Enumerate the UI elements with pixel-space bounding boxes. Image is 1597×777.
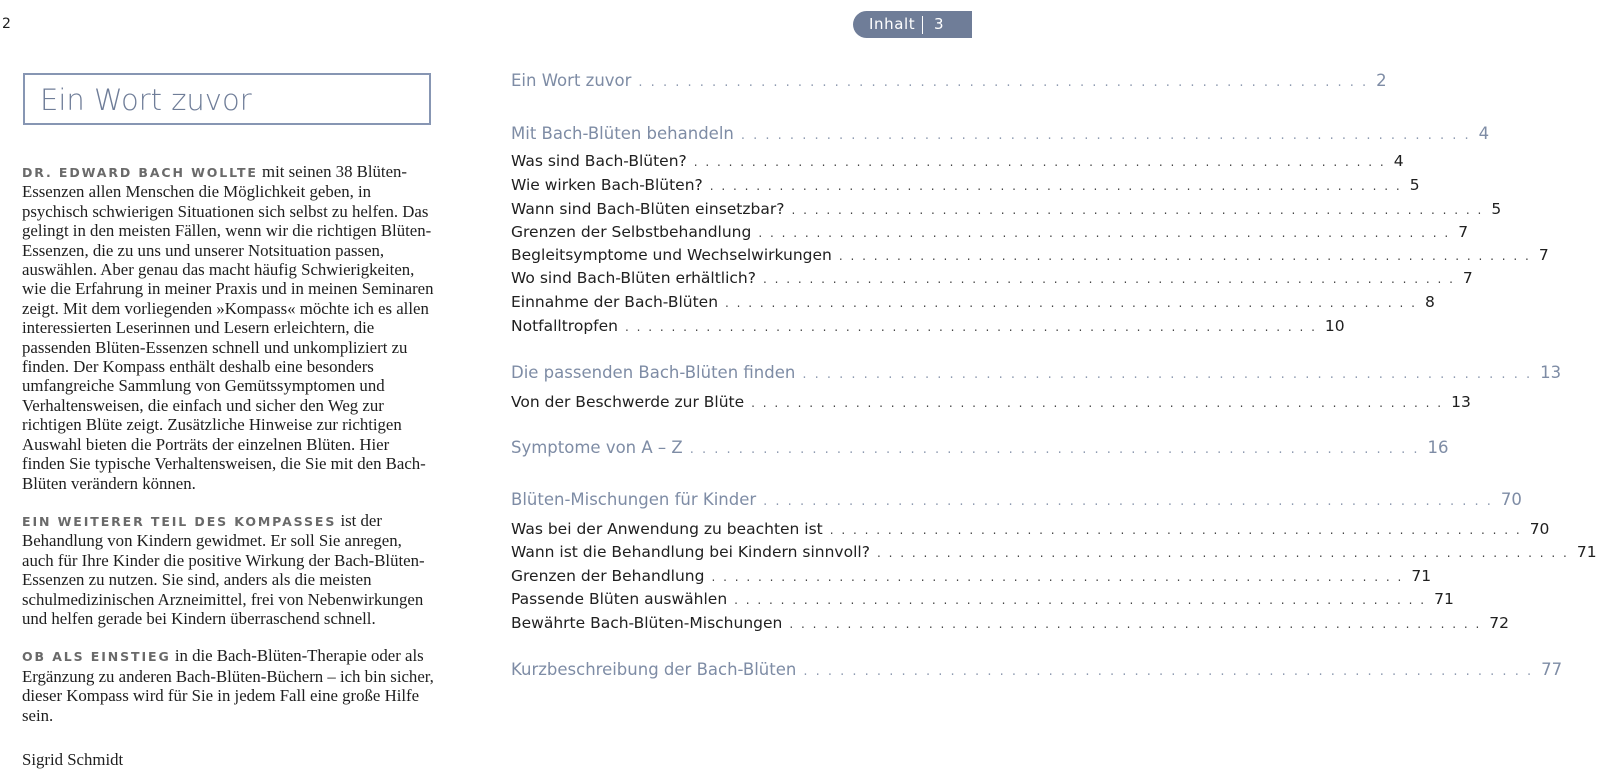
toc-leader-dots: . . . . . . . . . . . . . . . . . . . . . . . . . . . . . . . . . . . . . . . . . . . . . . . . . . . . . . . . . . . .	[803, 664, 1534, 679]
toc-label: Wo sind Bach-Blüten erhältlich?	[511, 269, 756, 287]
intro-paragraph	[22, 162, 434, 493]
toc-page-number: 13	[1451, 393, 1471, 411]
toc-label: Ein Wort zuvor	[511, 71, 632, 90]
paragraph-lead: DR. EDWARD BACH WOLLTE	[22, 165, 258, 180]
left-page-number: 2	[2, 16, 11, 32]
toc-entry[interactable]	[511, 567, 1432, 589]
toc-page-number: 71	[1576, 543, 1597, 561]
toc-label: Grenzen der Behandlung	[511, 567, 705, 585]
toc-page-number: 5	[1409, 176, 1420, 194]
right-page-number: 3	[934, 15, 944, 33]
toc-entry[interactable]	[511, 393, 1471, 415]
toc-label: Mit Bach-Blüten behandeln	[511, 124, 734, 143]
toc-page-number: 2	[1376, 71, 1387, 90]
toc-section[interactable]	[511, 660, 1563, 682]
toc-section[interactable]	[511, 124, 1490, 146]
toc-page-number: 7	[1458, 223, 1469, 241]
toc-entry[interactable]	[511, 269, 1473, 291]
toc-page-number: 4	[1393, 152, 1404, 170]
toc-leader-dots: . . . . . . . . . . . . . . . . . . . . . . . . . . . . . . . . . . . . . . . . . . . . . . . . . . . . . . . . . . . .	[762, 272, 1455, 286]
toc-leader-dots: . . . . . . . . . . . . . . . . . . . . . . . . . . . . . . . . . . . . . . . . . . . . . . . . . . . . . . . . . . . .	[734, 593, 1427, 607]
toc-leader-dots: . . . . . . . . . . . . . . . . . . . . . . . . . . . . . . . . . . . . . . . . . . . . . . . . . . . . . . . . . . . .	[709, 179, 1402, 193]
toc-leader-dots: . . . . . . . . . . . . . . . . . . . . . . . . . . . . . . . . . . . . . . . . . . . . . . . . . . . . . . . . . . . .	[693, 155, 1386, 169]
toc-leader-dots: . . . . . . . . . . . . . . . . . . . . . . . . . . . . . . . . . . . . . . . . . . . . . . . . . . . . . . . . . . . .	[725, 296, 1417, 310]
toc-entry[interactable]	[511, 152, 1404, 174]
toc-label: Wann sind Bach-Blüten einsetzbar?	[511, 200, 785, 218]
toc-page-number: 7	[1538, 246, 1549, 264]
toc-label: Die passenden Bach-Blüten finden	[511, 363, 796, 382]
toc-page-number: 70	[1529, 520, 1550, 538]
toc-label: Blüten-Mischungen für Kinder	[511, 490, 757, 509]
toc-page-number: 7	[1462, 269, 1473, 287]
toc-section[interactable]	[511, 490, 1522, 512]
toc-leader-dots: . . . . . . . . . . . . . . . . . . . . . . . . . . . . . . . . . . . . . . . . . . . . . . . . . . . . . . . . . . . .	[624, 320, 1317, 334]
toc-section[interactable]	[511, 363, 1562, 385]
toc-label: Notfalltropfen	[511, 317, 618, 335]
paragraph-body: in die Bach-Blüten-Therapie oder als Ergänzung zu anderen Bach-Blüten-Büchern – ich bin sicher, dieser Kompass wird für Sie in jedem Fall eine große Hilfe sein.	[22, 646, 434, 725]
toc-leader-dots: . . . . . . . . . . . . . . . . . . . . . . . . . . . . . . . . . . . . . . . . . . . . . . . . . . . . . . . . . . . .	[789, 617, 1482, 631]
toc-label: Was sind Bach-Blüten?	[511, 152, 687, 170]
toc-page-number: 77	[1541, 660, 1563, 679]
toc-entry[interactable]	[511, 614, 1509, 636]
toc-leader-dots: . . . . . . . . . . . . . . . . . . . . . . . . . . . . . . . . . . . . . . . . . . . . . . . . . . . . . . . . . . . .	[763, 494, 1493, 509]
toc-leader-dots: . . . . . . . . . . . . . . . . . . . . . . . . . . . . . . . . . . . . . . . . . . . . . . . . . . . . . . . . . . . .	[740, 128, 1471, 143]
toc-leader-dots: . . . . . . . . . . . . . . . . . . . . . . . . . . . . . . . . . . . . . . . . . . . . . . . . . . . . . . . . . . . .	[751, 396, 1444, 410]
toc-entry[interactable]	[511, 543, 1597, 565]
toc-leader-dots: . . . . . . . . . . . . . . . . . . . . . . . . . . . . . . . . . . . . . . . . . . . . . . . . . . . . . . . . . . . .	[711, 570, 1404, 584]
toc-page-number: 71	[1434, 590, 1454, 608]
toc-page-number: 16	[1427, 438, 1449, 457]
toc-label: Wie wirken Bach-Blüten?	[511, 176, 703, 194]
intro-paragraph	[22, 646, 434, 725]
toc-leader-dots: . . . . . . . . . . . . . . . . . . . . . . . . . . . . . . . . . . . . . . . . . . . . . . . . . . . . . . . . . . . .	[758, 226, 1451, 240]
paragraph-body: ist der Behandlung von Kindern gewidmet. Er soll Sie anregen, auch für Ihre Kinder die positive Wirkung der Bach-Blüten-Essenzen zu nutzen. Sie sind, anders als die meisten schulmedizinischen Arzneimittel, frei von Nebenwirkungen und helfen gerade bei Kindern überraschend schnell.	[22, 510, 425, 628]
header-divider	[922, 16, 923, 34]
toc-section[interactable]	[511, 71, 1387, 93]
toc-label: Einnahme der Bach-Blüten	[511, 293, 719, 311]
toc-leader-dots: . . . . . . . . . . . . . . . . . . . . . . . . . . . . . . . . . . . . . . . . . . . . . . . . . . . . . . . . . . . .	[876, 546, 1569, 560]
toc-page-number: 8	[1424, 293, 1435, 311]
paragraph-lead: EIN WEITERER TEIL DES KOMPASSES	[22, 513, 337, 529]
toc-page-number: 5	[1491, 200, 1502, 218]
page-title: Ein Wort zuvor	[40, 83, 252, 117]
intro-paragraph	[22, 511, 434, 628]
toc-page-number: 72	[1489, 614, 1509, 632]
toc-entry[interactable]	[511, 223, 1469, 245]
toc-leader-dots: . . . . . . . . . . . . . . . . . . . . . . . . . . . . . . . . . . . . . . . . . . . . . . . . . . . . . . . . . . . .	[689, 442, 1420, 457]
toc-label: Passende Blüten auswählen	[511, 590, 728, 608]
toc-entry[interactable]	[511, 246, 1549, 268]
toc-leader-dots: . . . . . . . . . . . . . . . . . . . . . . . . . . . . . . . . . . . . . . . . . . . . . . . . . . . . . . . . . . . .	[802, 367, 1533, 382]
toc-label: Symptome von A – Z	[511, 438, 683, 457]
toc-entry[interactable]	[511, 293, 1435, 315]
toc-page-number: 13	[1540, 363, 1562, 382]
contents-header-label: Inhalt	[869, 15, 916, 33]
toc-page-number: 4	[1478, 124, 1490, 143]
author-signature: Sigrid Schmidt	[22, 750, 124, 769]
toc-entry[interactable]	[511, 317, 1345, 339]
toc-label: Von der Beschwerde zur Blüte	[511, 393, 745, 411]
paragraph-body: mit seinen 38 Blüten-Essenzen allen Menschen die Möglichkeit geben, in psychisch schwierigen Situationen sich selbst zu helfen. Das gelingt in den meisten Fällen, wenn wir die richtigen Blüten-Essenzen, die zu uns und unserer Notsituation passen, auswählen. Aber genau das macht häufig Schwierigkeiten, wie die Erfahrung in meiner Praxis und in meinen Seminaren zeigt. Mit dem vorliegenden »Kompass« möchte ich es allen interessierten Leserinnen und Lesern erleichtern, die passenden Blüten-Essenzen schnell und unkompliziert zu finden. Der Kompass enthält deshalb eine besonders umfangreiche Sammlung von Gemütssymptomen und Verhaltensweisen, die einfach und sicher den Weg zur richtigen Blüte zeigt. Zusätzliche Hinweise zur richtigen Auswahl bieten die Porträts der einzelnen Blüten. Hier finden Sie typische Verhaltensweisen, die Sie mit den Bach-Blüten verändern können.	[22, 162, 434, 493]
paragraph-lead: OB ALS EINSTIEG	[22, 649, 171, 665]
toc-leader-dots: . . . . . . . . . . . . . . . . . . . . . . . . . . . . . . . . . . . . . . . . . . . . . . . . . . . . . . . . . . . .	[638, 75, 1369, 90]
toc-leader-dots: . . . . . . . . . . . . . . . . . . . . . . . . . . . . . . . . . . . . . . . . . . . . . . . . . . . . . . . . . . . .	[791, 203, 1484, 217]
toc-label: Kurzbeschreibung der Bach-Blüten	[511, 660, 797, 679]
toc-label: Grenzen der Selbstbehandlung	[511, 223, 752, 241]
toc-label: Bewährte Bach-Blüten-Mischungen	[511, 614, 783, 632]
toc-entry[interactable]	[511, 176, 1420, 198]
toc-entry[interactable]	[511, 590, 1454, 612]
contents-header-tab	[853, 11, 972, 38]
toc-entry[interactable]	[511, 200, 1502, 222]
toc-entry[interactable]	[511, 520, 1550, 542]
toc-leader-dots: . . . . . . . . . . . . . . . . . . . . . . . . . . . . . . . . . . . . . . . . . . . . . . . . . . . . . . . . . . . .	[829, 523, 1522, 537]
toc-section[interactable]	[511, 438, 1449, 460]
toc-label: Was bei der Anwendung zu beachten ist	[511, 520, 823, 538]
title-box	[23, 73, 431, 125]
toc-leader-dots: . . . . . . . . . . . . . . . . . . . . . . . . . . . . . . . . . . . . . . . . . . . . . . . . . . . . . . . . . . . .	[838, 249, 1531, 263]
toc-page-number: 71	[1411, 567, 1432, 585]
toc-label: Wann ist die Behandlung bei Kindern sinnvoll?	[511, 543, 870, 561]
toc-label: Begleitsymptome und Wechselwirkungen	[511, 246, 832, 264]
toc-page-number: 70	[1500, 490, 1522, 509]
toc-page-number: 10	[1324, 317, 1345, 335]
intro-text	[22, 162, 434, 743]
